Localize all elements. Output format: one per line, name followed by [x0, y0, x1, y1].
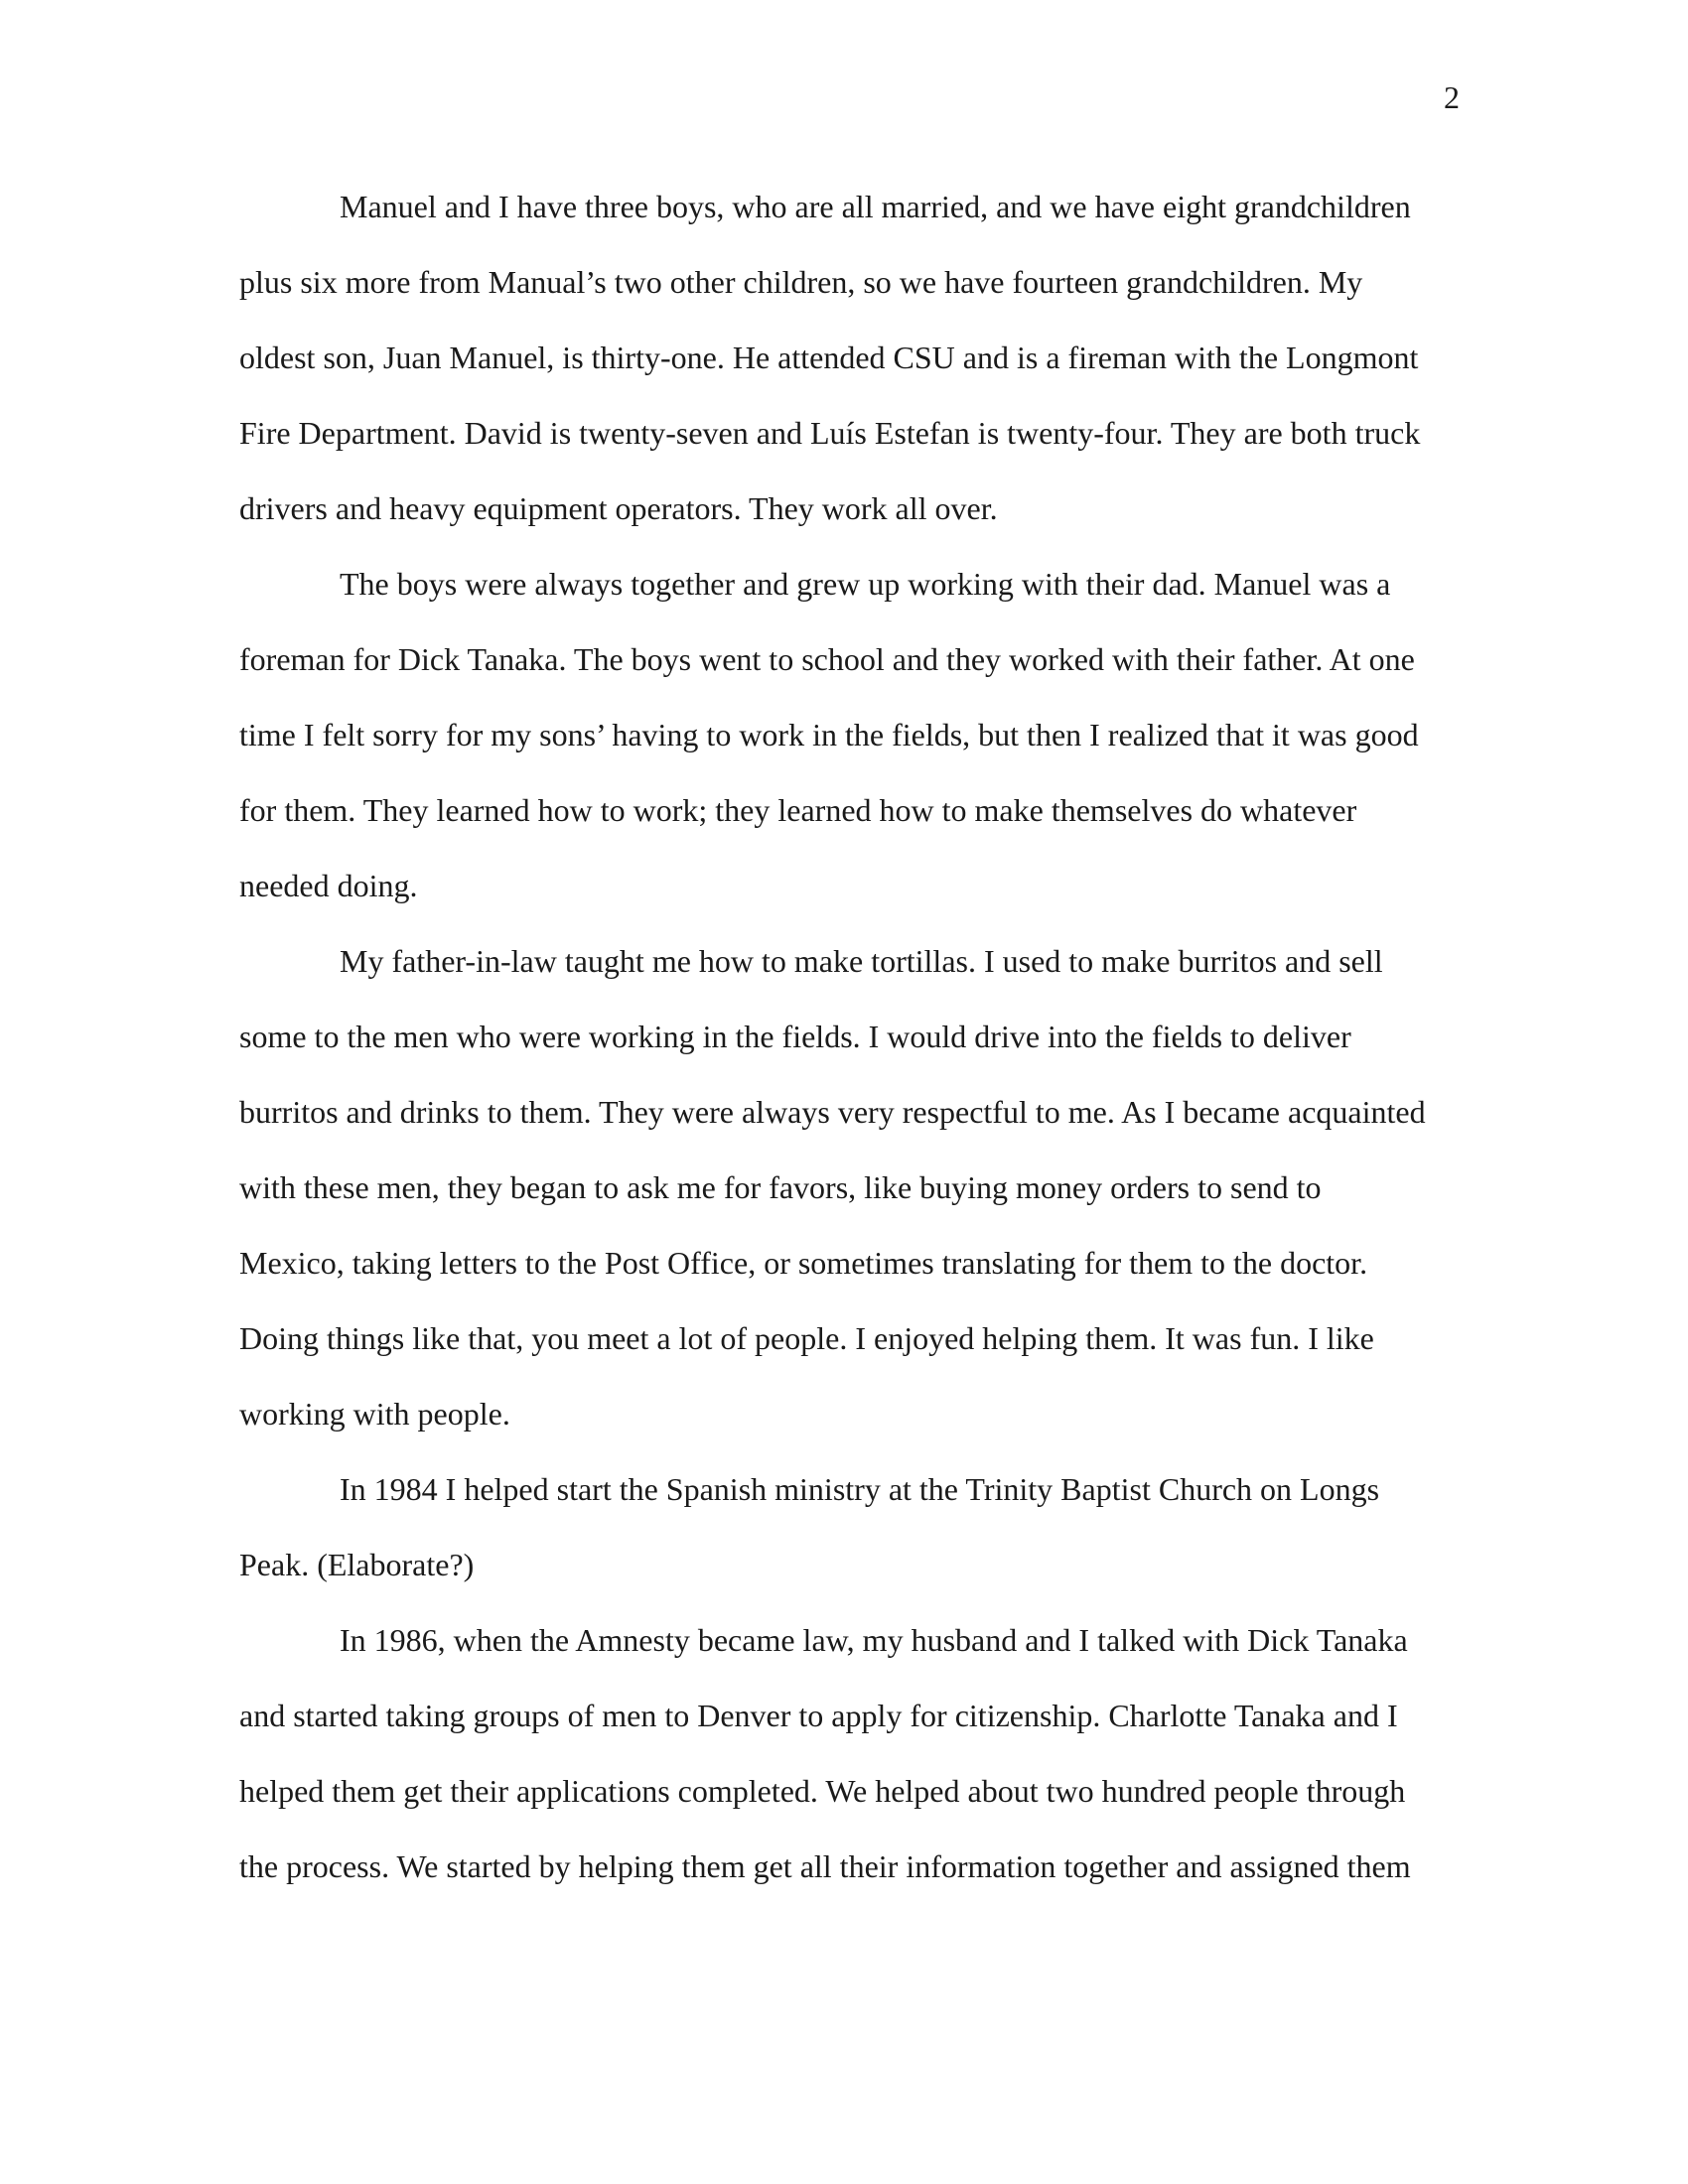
text-line: working with people. — [239, 1396, 510, 1432]
text-line: the process. We started by helping them get all their information together and assigned them — [239, 1848, 1411, 1884]
paragraph-4 — [239, 1451, 1473, 1602]
text-line: My father-in-law taught me how to make tortillas. I used to make burritos and sell — [340, 943, 1383, 979]
text-line: Peak. (Elaborate?) — [239, 1547, 475, 1582]
text-line: helped them get their applications completed. We helped about two hundred people through — [239, 1773, 1406, 1809]
text-line: oldest son, Juan Manuel, is thirty-one. He attended CSU and is a fireman with the Longmont — [239, 340, 1419, 375]
text-line: The boys were always together and grew up working with their dad. Manuel was a — [340, 566, 1391, 602]
text-line: Fire Department. David is twenty-seven and Luís Estefan is twenty-four. They are both truck — [239, 415, 1421, 451]
page-number: 2 — [1444, 79, 1460, 115]
text-line: some to the men who were working in the fields. I would drive into the fields to deliver — [239, 1019, 1351, 1054]
text-line: plus six more from Manual’s two other children, so we have fourteen grandchildren. My — [239, 264, 1363, 300]
text-line: with these men, they began to ask me for favors, like buying money orders to send to — [239, 1169, 1322, 1205]
text-line: foreman for Dick Tanaka. The boys went to school and they worked with their father. At one — [239, 641, 1415, 677]
text-line: drivers and heavy equipment operators. They work all over. — [239, 490, 998, 526]
text-line: In 1984 I helped start the Spanish ministry at the Trinity Baptist Church on Longs — [340, 1471, 1380, 1507]
paragraph-1 — [239, 169, 1473, 546]
text-line: and started taking groups of men to Denver to apply for citizenship. Charlotte Tanaka and I — [239, 1698, 1398, 1733]
text-line: time I felt sorry for my sons’ having to work in the fields, but then I realized that it was good — [239, 717, 1419, 752]
paragraph-3 — [239, 923, 1473, 1451]
text-line: burritos and drinks to them. They were always very respectful to me. As I became acquainted — [239, 1094, 1426, 1130]
body-text — [239, 169, 1473, 1904]
text-line: for them. They learned how to work; they learned how to make themselves do whatever — [239, 792, 1357, 828]
text-line: Manuel and I have three boys, who are all married, and we have eight grandchildren — [340, 189, 1411, 224]
text-line: needed doing. — [239, 868, 418, 903]
text-line: Doing things like that, you meet a lot of people. I enjoyed helping them. It was fun. I like — [239, 1320, 1374, 1356]
paragraph-5 — [239, 1602, 1473, 1904]
text-line: In 1986, when the Amnesty became law, my husband and I talked with Dick Tanaka — [340, 1622, 1408, 1658]
paragraph-2 — [239, 546, 1473, 923]
text-line: Mexico, taking letters to the Post Office, or sometimes translating for them to the doctor. — [239, 1245, 1368, 1281]
